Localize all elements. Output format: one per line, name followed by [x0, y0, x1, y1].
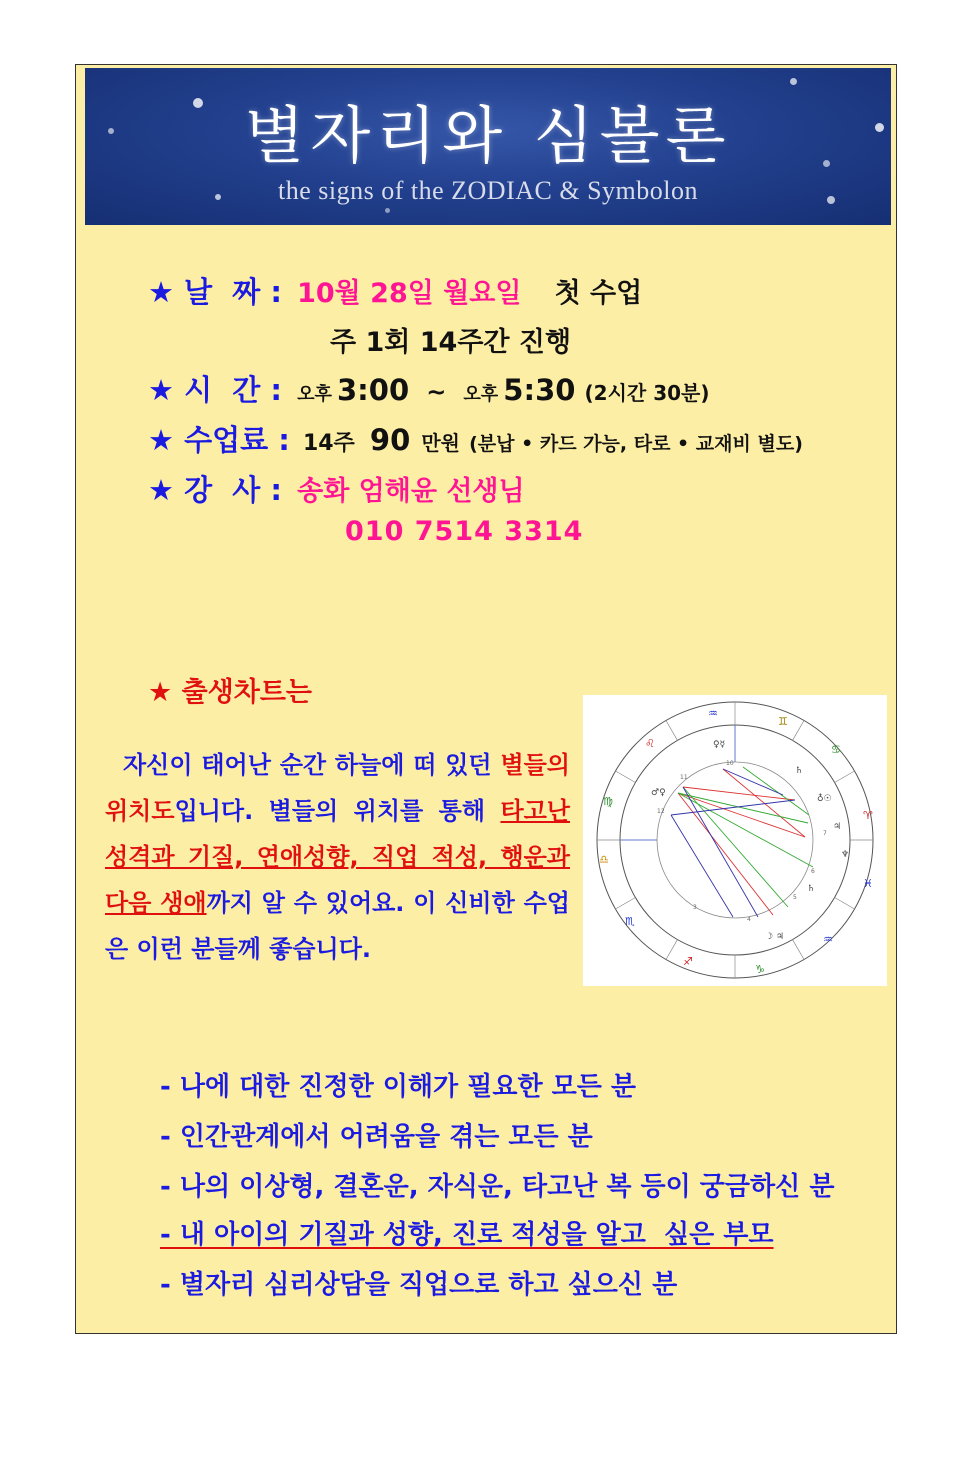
audience-item: - 인간관계에서 어려움을 겪는 모든 분 [160, 1122, 593, 1152]
svg-text:♏: ♏ [625, 915, 635, 928]
svg-text:7: 7 [823, 830, 827, 837]
svg-text:3: 3 [693, 904, 697, 911]
para-text-d: 타고난 성격과 기질, 연애성향, 직업 적성, 행운과 다음 생애 [105, 797, 570, 917]
banner-star-decoration [385, 208, 390, 213]
audience-item: - 별자리 심리상담을 직업으로 하고 싶으신 분 [160, 1270, 678, 1300]
svg-text:♂♀: ♂♀ [651, 788, 666, 798]
svg-text:♑: ♑ [755, 963, 765, 976]
fee-label: ★ 수업료 : [148, 423, 290, 457]
svg-text:4: 4 [747, 916, 751, 923]
birth-chart-image [583, 695, 887, 986]
time-tilde: ~ [426, 378, 447, 406]
svg-text:♒: ♒ [823, 933, 833, 946]
time-duration: (2시간 30분) [584, 381, 710, 405]
time-start: 3:00 [336, 373, 410, 407]
svg-text:12: 12 [657, 808, 665, 815]
audience-item: - 나의 이상형, 결혼운, 자식운, 타고난 복 등이 궁금하신 분 [160, 1172, 835, 1202]
svg-text:6: 6 [811, 868, 815, 875]
fee-note: (분납 • 카드 가능, 타로 • 교재비 별도) [469, 433, 803, 455]
para-text-b: 별들의 위치도 [105, 751, 570, 825]
audience-item: - 내 아이의 기질과 성향, 진로 적성을 알고 싶은 부모 [160, 1220, 774, 1250]
time-am1: 오후 [297, 384, 332, 405]
banner-subtitle: the signs of the ZODIAC & Symbolon [278, 176, 698, 205]
birth-chart-heading: ★ 출생차트는 [148, 677, 313, 708]
time-label: ★ 시 간 : [148, 373, 283, 407]
date-extra: 첫 수업 [554, 278, 643, 309]
fee-row [148, 418, 803, 459]
svg-text:☽ ♃: ☽ ♃ [765, 932, 784, 942]
svg-text:♍: ♍ [603, 795, 613, 808]
date-schedule: 주 1회 14주간 진행 [330, 327, 572, 358]
svg-text:♓: ♓ [863, 877, 873, 890]
time-end: 5:30 [503, 373, 576, 407]
teacher-row [148, 468, 525, 509]
fee-amount: 90 [369, 423, 411, 457]
svg-text:♀☿: ♀☿ [713, 740, 726, 750]
para-text-e: 까지 알 수 있어요. 이 신비한 수업은 이런 분들께 좋습니다. [105, 889, 570, 963]
svg-text:♄: ♄ [807, 884, 816, 894]
natal-chart-wheel [583, 695, 887, 986]
fee-unit: 만원 [421, 431, 460, 455]
svg-text:♌: ♌ [645, 737, 655, 750]
svg-text:♁☉: ♁☉ [817, 794, 832, 804]
svg-text:11: 11 [680, 774, 688, 781]
teacher-label: ★ 강 사 : [148, 473, 283, 507]
svg-text:♋: ♋ [831, 743, 841, 756]
svg-text:♎: ♎ [599, 853, 609, 866]
audience-item: - 나에 대한 진정한 이해가 필요한 모든 분 [160, 1072, 637, 1102]
svg-text:♃: ♃ [833, 822, 842, 832]
svg-text:♈: ♈ [863, 809, 873, 822]
time-am2: 오후 [463, 384, 499, 405]
para-text-a: 자신이 태어난 순간 하늘에 떠 있던 [123, 751, 501, 779]
svg-text:♒: ♒ [708, 707, 718, 720]
banner-title: 별자리와 심볼론 [244, 99, 732, 172]
date-value: 10월 28일 월요일 [297, 278, 522, 309]
svg-text:♄: ♄ [795, 766, 804, 776]
svg-text:5: 5 [793, 894, 797, 901]
title-banner [85, 68, 891, 225]
birth-chart-description [105, 742, 570, 972]
date-label: ★ 날 짜 : [148, 275, 283, 309]
banner-star-decoration [790, 78, 797, 85]
svg-text:♊: ♊ [778, 715, 788, 728]
fee-weeks: 14주 [302, 431, 355, 456]
date-row [148, 270, 642, 311]
teacher-name: 송화 엄해윤 선생님 [297, 476, 525, 507]
svg-text:♆: ♆ [841, 850, 850, 860]
para-text-c: 입니다. 별들의 위치를 통해 [174, 797, 501, 825]
teacher-phone: 010 7514 3314 [345, 516, 584, 547]
svg-text:10: 10 [726, 760, 734, 767]
time-row [148, 368, 709, 409]
svg-text:♐: ♐ [683, 955, 693, 968]
